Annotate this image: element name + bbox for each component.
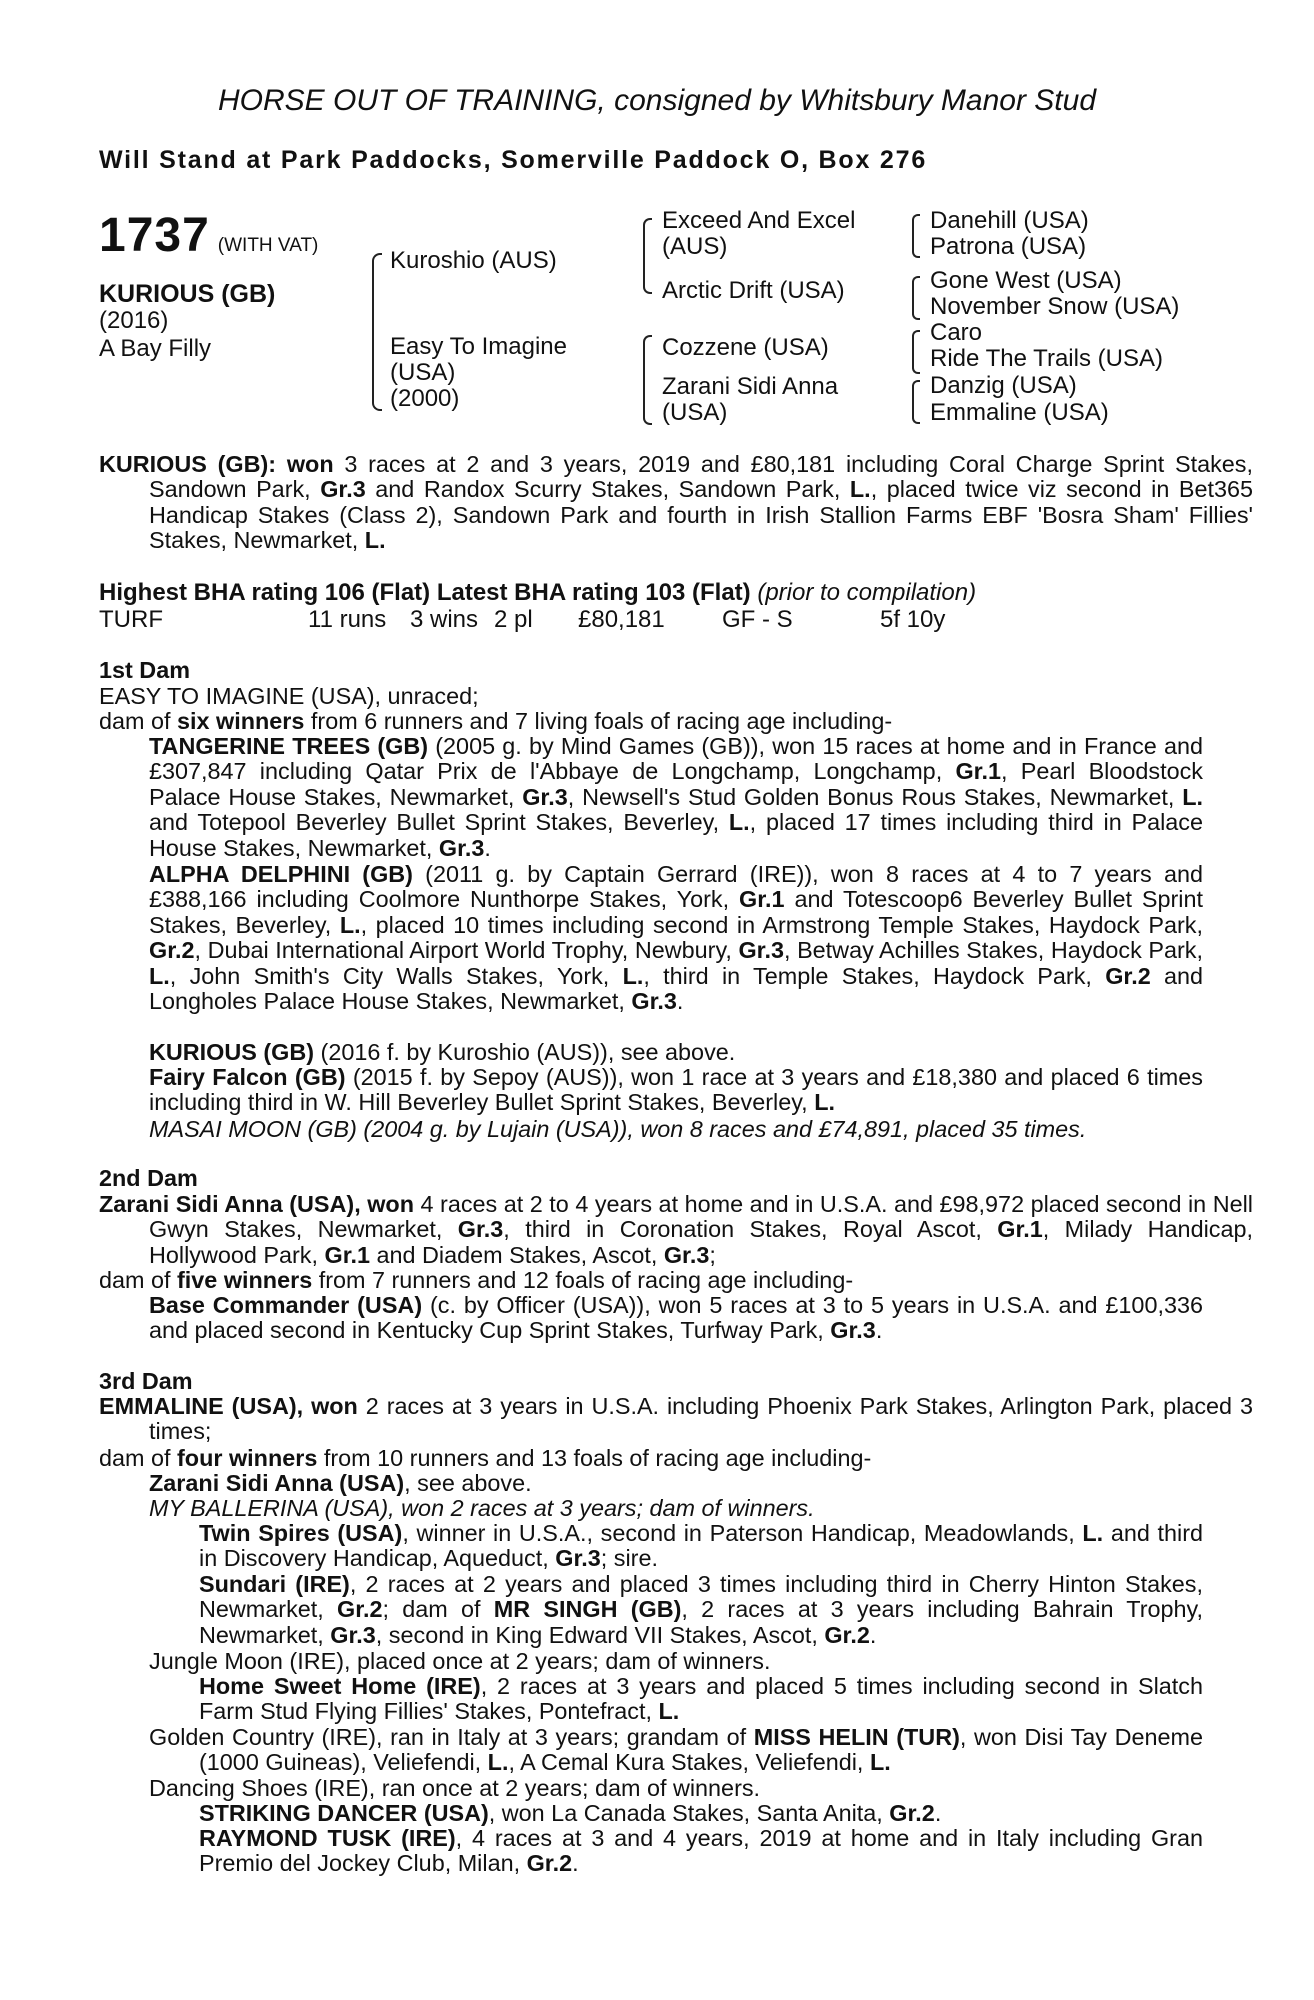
grade-label: Gr.2 xyxy=(526,1850,573,1877)
produce-entry xyxy=(99,1293,1203,1344)
grade-label: Gr.3 xyxy=(555,1545,601,1572)
horse-name: ALPHA DELPHINI (GB) xyxy=(149,861,413,887)
produce-entry xyxy=(149,1521,1203,1572)
horse-name: Sundari (IRE) xyxy=(199,1571,350,1597)
horse-name: EMMALINE (USA) xyxy=(99,1393,297,1419)
third-dam-record xyxy=(99,1394,1253,1445)
sire-sire-line-1: Exceed And Excel xyxy=(662,207,856,234)
text: , John Smith's City Walls Stakes, York, xyxy=(169,962,623,989)
winners-count: five winners xyxy=(177,1267,313,1293)
text: , winner in U.S.A., second in Paterson Handicap, Meadowlands, xyxy=(402,1520,1083,1546)
winners-count: four winners xyxy=(177,1445,318,1471)
text: , second in King Edward VII Stakes, Ascot, xyxy=(375,1621,825,1648)
text: dam of xyxy=(99,1445,178,1471)
text: and Longholes Palace House Stakes, Newmarket, xyxy=(149,962,1204,1015)
text: (2005 g. by Mind Games (GB)), won 15 races at home and in France and £307,847 including Qatar Prix de l'Abbaye de Longchamp, Longchamp, xyxy=(149,733,1203,785)
pedigree-brace xyxy=(912,380,920,424)
record-text: 3 races at 2 and 3 years, 2019 and £80,181 including Coral Charge Sprint Stakes, Sandown Park, xyxy=(149,451,1253,503)
text: , Betway Achilles Stakes, Haydock Park, xyxy=(784,937,1203,964)
record-horse-name: KURIOUS (GB): xyxy=(99,451,277,477)
dam-dam-dam: Emmaline (USA) xyxy=(930,399,1109,426)
text: . xyxy=(869,1621,877,1648)
dam-sire: Cozzene (USA) xyxy=(662,334,829,361)
text: ; dam of xyxy=(382,1596,494,1623)
listed-label: L. xyxy=(622,962,644,989)
horse-name: RAYMOND TUSK (IRE) xyxy=(199,1825,456,1851)
going: GF - S xyxy=(722,606,793,633)
dam-sire-dam: Ride The Trails (USA) xyxy=(930,345,1163,372)
listed-label: L. xyxy=(1082,1520,1104,1546)
dam-dam-line-2: (USA) xyxy=(662,399,728,426)
winners-count: six winners xyxy=(177,708,305,734)
listed-label: L. xyxy=(1182,783,1203,810)
horse-name: MR SINGH (GB) xyxy=(493,1596,682,1623)
grade-label: Gr.3 xyxy=(663,1241,710,1268)
sire-dam: Arctic Drift (USA) xyxy=(662,277,845,304)
vat-note: (WITH VAT) xyxy=(217,235,319,256)
text: (c. by Officer (USA)), won 5 races at 3 to 5 years in U.S.A. and £100,336 and placed second in Kentucky Cup Sprint Stakes, Turfway Park, xyxy=(149,1292,1203,1344)
text: ; sire. xyxy=(600,1545,658,1572)
text: and Totepool Beverley Bullet Sprint Stakes, Beverley, xyxy=(149,809,729,836)
text: , Newsell's Stud Golden Bonus Rous Stakes, Newmarket, xyxy=(567,783,1183,810)
text: , see above. xyxy=(404,1470,532,1496)
text: , third in Temple Stakes, Haydock Park, xyxy=(643,962,1106,989)
racing-record xyxy=(99,452,1253,554)
bha-rating xyxy=(99,580,1203,605)
grade-label: Gr.1 xyxy=(997,1216,1043,1243)
grade-label: Gr.3 xyxy=(631,988,677,1015)
text: , 2 races at 2 years and placed 3 times including third in Cherry Hinton Stakes, Newmarket, xyxy=(199,1571,1203,1623)
text: . xyxy=(875,1317,883,1344)
text: , A Cemal Kura Stakes, Veliefendi, xyxy=(508,1749,870,1776)
text: . xyxy=(572,1850,579,1877)
grade-label: Gr.2 xyxy=(149,937,195,964)
produce-entry: MY BALLERINA (USA), won 2 races at 3 years; dam of winners. xyxy=(149,1495,815,1521)
text: , placed 10 times including second in Armstrong Temple Stakes, Haydock Park, xyxy=(360,911,1203,938)
grade-label: Gr.3 xyxy=(457,1216,504,1243)
pedigree-brace xyxy=(643,335,652,425)
dam-line-1: Easy To Imagine xyxy=(390,333,567,360)
text: Golden Country (IRE), ran in Italy at 3 years; grandam of xyxy=(149,1724,754,1750)
produce-entry xyxy=(149,1826,1203,1877)
sire-sire-dam: Patrona (USA) xyxy=(930,233,1087,260)
dam-sire-sire: Caro xyxy=(930,319,983,346)
text: , 2 races at 3 years including Bahrain Trophy, Newmarket, xyxy=(199,1596,1203,1648)
stabling-location: Will Stand at Park Paddocks, Somerville Paddock O, Box 276 xyxy=(99,146,928,174)
dam-line-2: (USA) xyxy=(390,359,456,386)
grade-label: Gr.1 xyxy=(955,758,1001,785)
listed-label: L. xyxy=(849,476,871,503)
text: and third in Discovery Handicap, Aqueduct, xyxy=(199,1520,1203,1572)
pedigree-brace xyxy=(912,330,920,374)
placings: 2 pl xyxy=(494,606,533,633)
horse-name: MISS HELIN (TUR) xyxy=(753,1724,960,1750)
text: ; xyxy=(709,1241,716,1268)
record-text: , placed twice viz second in Bet365 Handicap Stakes (Class 2), Sandown Park and fourth in Irish Stallion Farms EBF 'Bosra Sham' Fillies' Stakes, Newmarket, xyxy=(149,476,1254,554)
record-won: , won xyxy=(354,1191,414,1217)
third-dam-heading: 3rd Dam xyxy=(99,1368,193,1394)
text: from 10 runners and 13 foals of racing age including- xyxy=(317,1445,872,1471)
text: from 6 runners and 7 living foals of racing age including- xyxy=(304,708,893,734)
text: , Dubai International Airport World Trophy, Newbury, xyxy=(194,937,739,964)
sire: Kuroshio (AUS) xyxy=(390,247,557,274)
produce-entry xyxy=(99,862,1203,1014)
text: , 4 races at 3 and 4 years, 2019 at home and in Italy including Gran Premio del Jockey Club, Milan, xyxy=(199,1825,1203,1877)
text: , third in Coronation Stakes, Royal Ascot, xyxy=(503,1216,998,1243)
horse-name: KURIOUS (GB) xyxy=(149,1039,315,1065)
horse-name: Twin Spires (USA) xyxy=(199,1520,403,1546)
first-dam-heading: 1st Dam xyxy=(99,657,191,683)
produce-entry xyxy=(99,734,1203,861)
grade-label: Gr.3 xyxy=(830,1317,876,1344)
listed-label: L. xyxy=(869,1749,891,1776)
rating-text: Highest BHA rating 106 (Flat) Latest BHA rating 103 (Flat) xyxy=(99,579,751,606)
produce-entry xyxy=(149,1674,1203,1725)
record-won: won xyxy=(286,451,334,477)
grade-label: Gr.3 xyxy=(738,937,784,964)
produce-entry xyxy=(199,1801,1203,1826)
horse-name: Zarani Sidi Anna (USA) xyxy=(99,1191,355,1217)
produce-entry xyxy=(149,1040,1203,1065)
lot-number: 1737 xyxy=(99,209,210,262)
third-dam-produce xyxy=(99,1446,1203,1471)
sire-dam-sire: Gone West (USA) xyxy=(930,267,1122,294)
pedigree-brace xyxy=(372,253,382,411)
text: and Totescoop6 Beverley Bullet Sprint Stakes, Beverley, xyxy=(149,886,1203,938)
text: . xyxy=(934,1800,942,1826)
grade-label: Gr.3 xyxy=(522,783,568,810)
foaling-year: (2016) xyxy=(99,307,169,334)
horse-name: Home Sweet Home (IRE) xyxy=(199,1673,481,1699)
text: , placed 17 times including third in Palace House Stakes, Newmarket, xyxy=(149,809,1203,861)
performance-summary xyxy=(0,605,1314,635)
listed-label: L. xyxy=(814,1089,835,1116)
text: 2 races at 3 years in U.S.A. including Phoenix Park Stakes, Arlington Park, placed 3 times; xyxy=(149,1393,1253,1445)
listed-label: L. xyxy=(728,809,750,836)
horse-name: TANGERINE TREES (GB) xyxy=(149,733,429,759)
lot-number-line xyxy=(99,208,318,263)
grade-label: Gr.3 xyxy=(320,476,366,503)
sire-sire-sire: Danehill (USA) xyxy=(930,207,1089,234)
first-dam-line: EASY TO IMAGINE (USA), unraced; xyxy=(99,683,479,709)
second-dam-produce xyxy=(99,1268,1203,1293)
record-won: , won xyxy=(296,1393,358,1419)
horse-name: STRIKING DANCER (USA) xyxy=(199,1800,489,1826)
grade-label: Gr.2 xyxy=(337,1596,383,1623)
horse-name: Zarani Sidi Anna (USA) xyxy=(149,1470,405,1496)
text: dam of xyxy=(99,708,178,734)
produce-entry: Dancing Shoes (IRE), ran once at 2 years; dam of winners. xyxy=(149,1775,761,1801)
record-text: and Randox Scurry Stakes, Sandown Park, xyxy=(365,476,850,503)
pedigree-brace xyxy=(912,276,920,320)
grade-label: Gr.2 xyxy=(824,1621,870,1648)
runs: 11 runs xyxy=(308,606,387,633)
horse-description: A Bay Filly xyxy=(99,335,212,362)
dam-dam-sire: Danzig (USA) xyxy=(930,372,1077,399)
produce-entry xyxy=(99,1725,1203,1776)
grade-label: Gr.3 xyxy=(438,834,485,861)
earnings: £80,181 xyxy=(578,606,665,633)
horse-name: Base Commander (USA) xyxy=(149,1292,423,1318)
grade-label: Gr.1 xyxy=(739,886,785,913)
text: . xyxy=(676,988,684,1015)
text: (2016 f. by Kuroshio (AUS)), see above. xyxy=(314,1039,736,1065)
horse-name: Fairy Falcon (GB) xyxy=(149,1064,346,1090)
grade-label: Gr.1 xyxy=(324,1241,371,1268)
text: , won La Canada Stakes, Santa Anita, xyxy=(488,1800,890,1826)
pedigree-brace xyxy=(643,218,652,294)
text: and Diadem Stakes, Ascot, xyxy=(370,1241,664,1268)
dam-line-3: (2000) xyxy=(390,385,460,412)
text: , Milady Handicap, Hollywood Park, xyxy=(149,1216,1253,1268)
text: 4 races at 2 to 4 years at home and in U.S.A. and £98,972 placed second in Nell Gwyn Stakes, Newmarket, xyxy=(149,1191,1253,1243)
listed-label: L. xyxy=(149,962,170,989)
produce-entry xyxy=(99,1065,1203,1116)
listed-label: L. xyxy=(364,527,386,554)
text: , Pearl Bloodstock Palace House Stakes, Newmarket, xyxy=(149,758,1203,810)
text: from 7 runners and 12 foals of racing age including- xyxy=(312,1267,854,1293)
produce-entry xyxy=(149,1572,1203,1648)
sire-dam-dam: November Snow (USA) xyxy=(930,293,1180,320)
listed-label: L. xyxy=(658,1698,680,1725)
produce-entry: MASAI MOON (GB) (2004 g. by Lujain (USA)), won 8 races and £74,891, placed 35 times. xyxy=(149,1116,1087,1142)
text: , won Disi Tay Deneme (1000 Guineas), Veliefendi, xyxy=(199,1724,1203,1776)
surface: TURF xyxy=(99,606,163,633)
produce-entry: Jungle Moon (IRE), placed once at 2 years; dam of winners. xyxy=(149,1648,771,1674)
grade-label: Gr.2 xyxy=(1105,962,1151,989)
text: , 2 races at 3 years and placed 5 times including second in Slatch Farm Stud Flying Fillies' Stakes, Pontefract, xyxy=(199,1673,1203,1725)
grade-label: Gr.3 xyxy=(330,1621,376,1648)
text: (2011 g. by Captain Gerrard (IRE)), won 8 races at 4 to 7 years and £388,166 including Coolmore Nunthorpe Stakes, York, xyxy=(149,861,1203,913)
distance: 5f 10y xyxy=(880,606,946,633)
rating-note: (prior to compilation) xyxy=(757,579,977,606)
text: (2015 f. by Sepoy (AUS)), won 1 race at 3 years and £18,380 and placed 6 times including third in W. Hill Beverley Bullet Sprint Stakes, Beverley, xyxy=(149,1064,1203,1116)
wins: 3 wins xyxy=(410,606,479,633)
text: dam of xyxy=(99,1267,178,1293)
sire-sire-line-2: (AUS) xyxy=(662,233,728,260)
listed-label: L. xyxy=(487,1749,509,1776)
second-dam-heading: 2nd Dam xyxy=(99,1165,198,1191)
first-dam-produce xyxy=(99,709,1203,734)
grade-label: Gr.2 xyxy=(889,1800,935,1826)
text: . xyxy=(484,834,491,861)
listed-label: L. xyxy=(339,911,361,938)
second-dam-record xyxy=(99,1192,1253,1268)
dam-dam-line-1: Zarani Sidi Anna xyxy=(662,373,839,400)
horse-name: KURIOUS (GB) xyxy=(99,280,276,308)
pedigree-brace xyxy=(912,214,920,258)
produce-entry xyxy=(149,1471,1203,1496)
catalogue-header: HORSE OUT OF TRAINING, consigned by Whitsbury Manor Stud xyxy=(217,84,1097,117)
